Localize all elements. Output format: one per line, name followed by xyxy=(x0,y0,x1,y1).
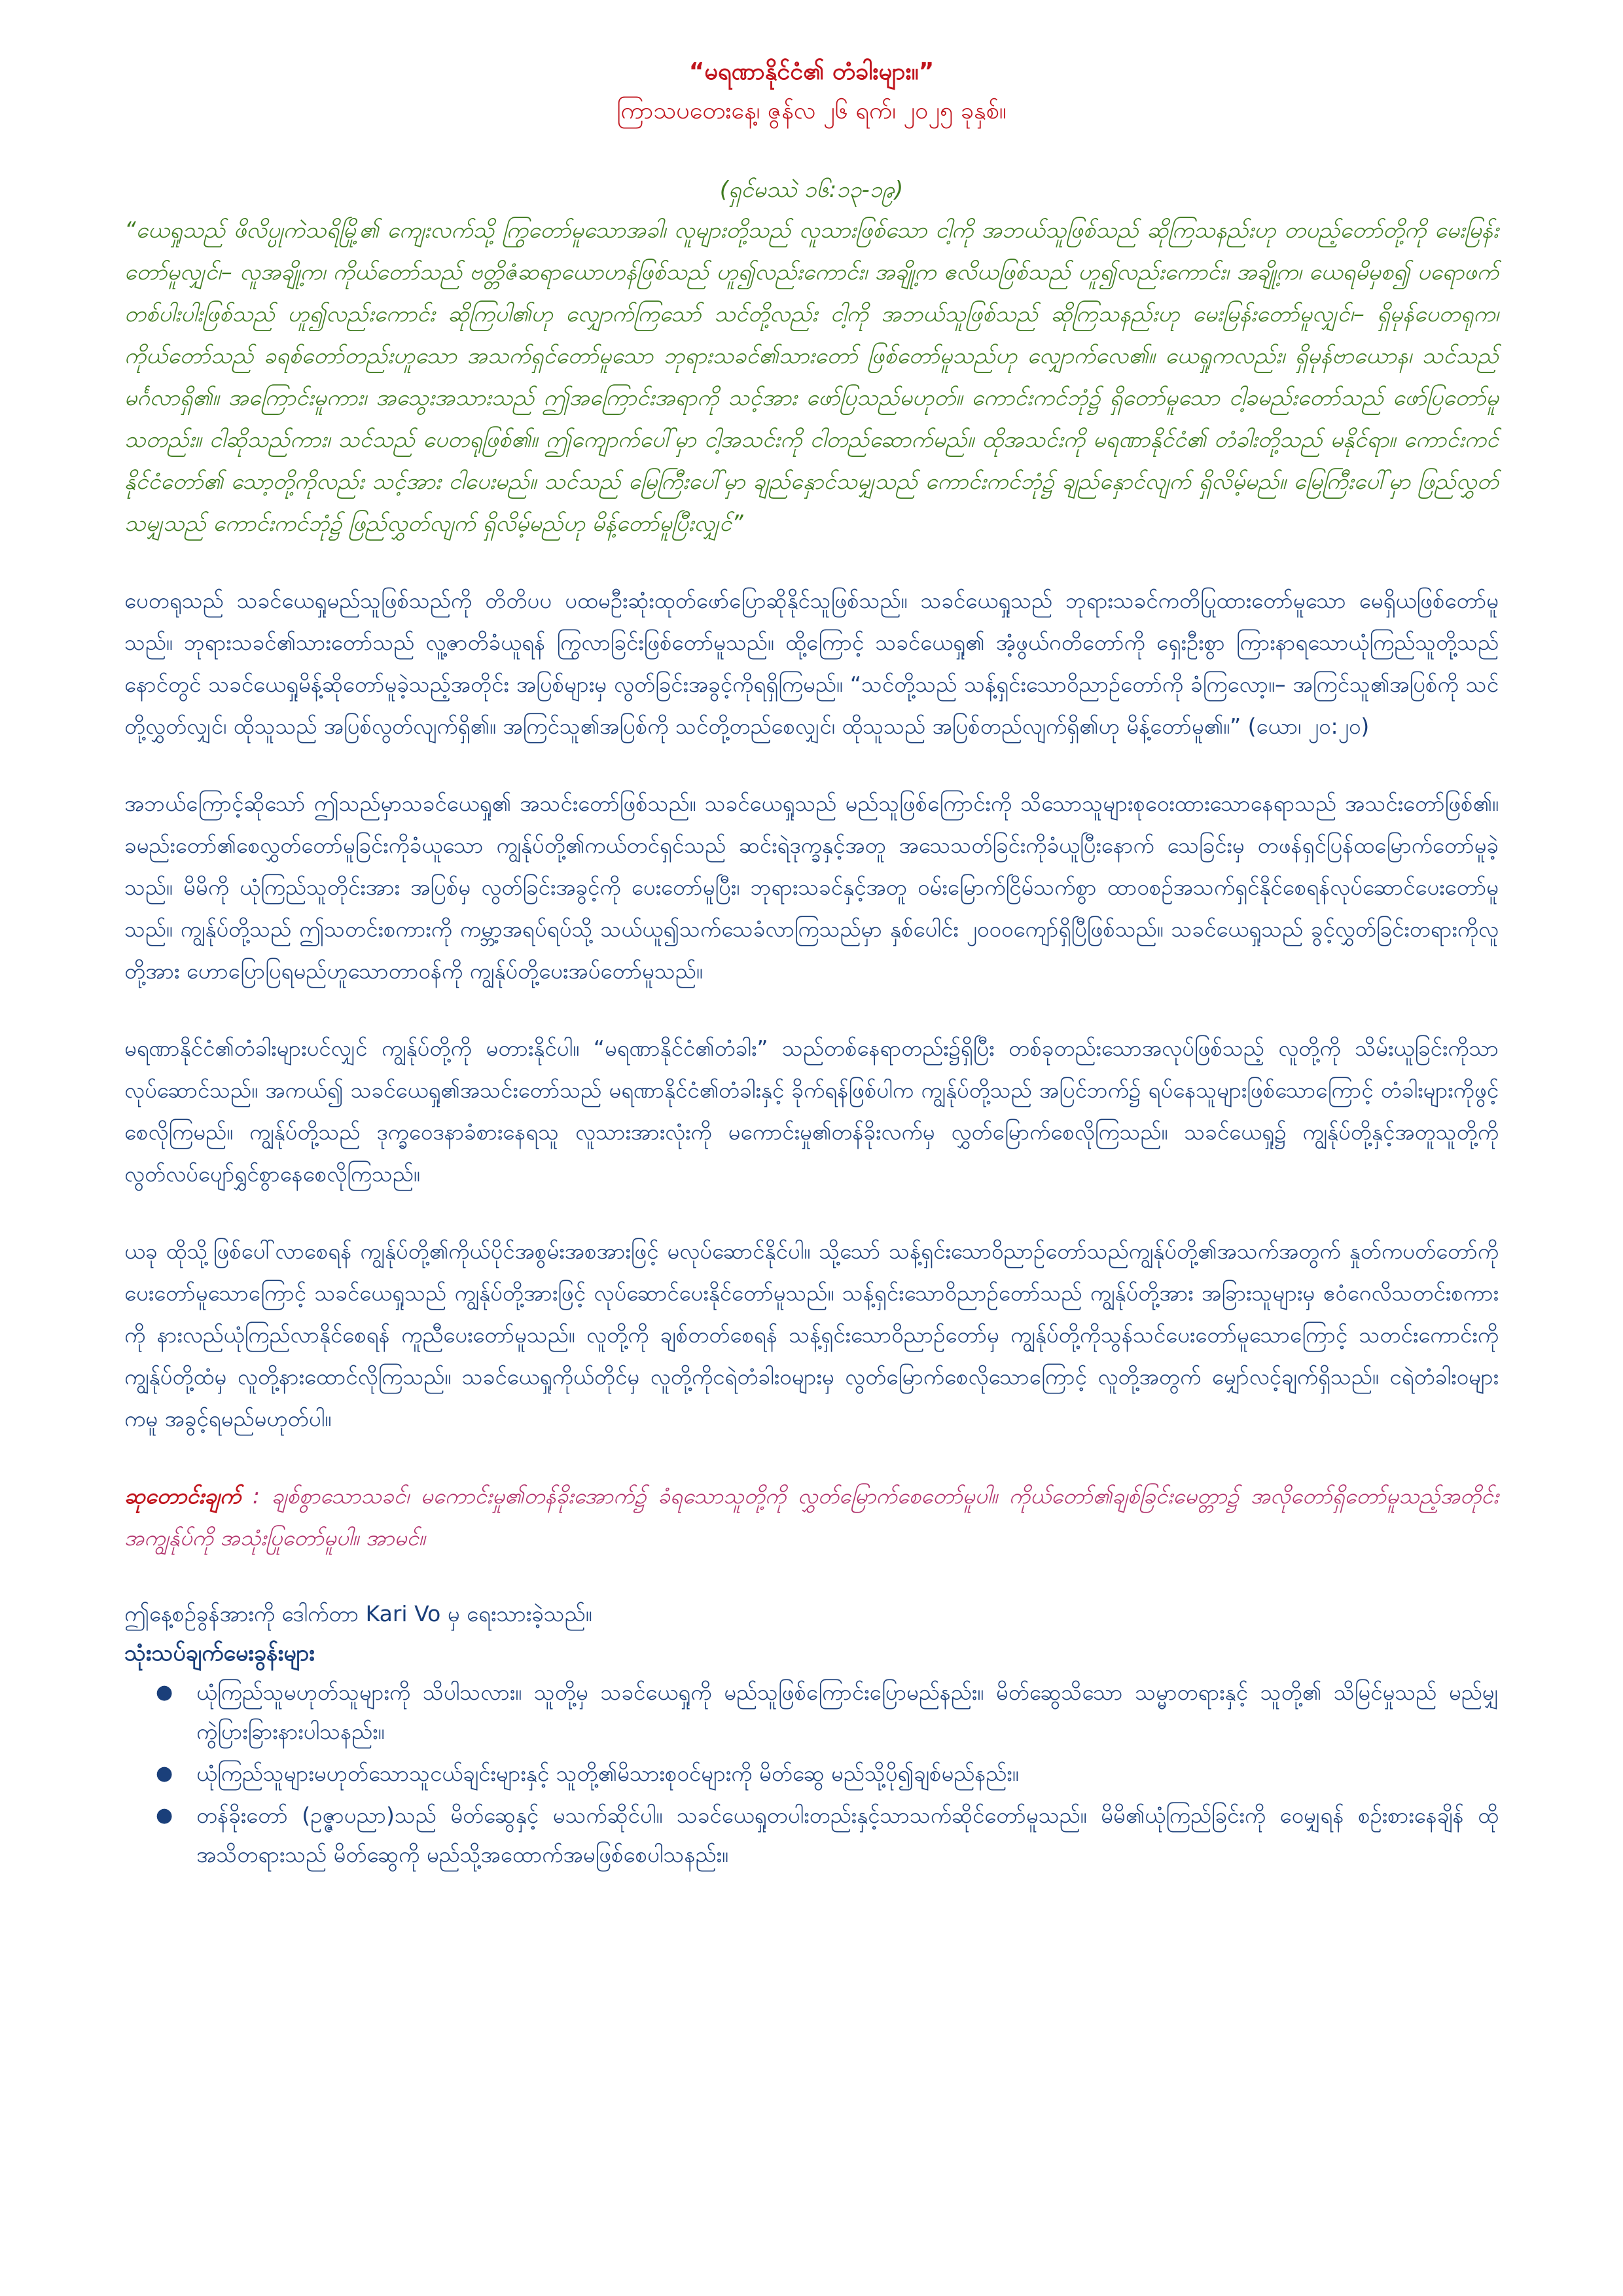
bullet-icon: ● xyxy=(156,1804,173,1827)
body-paragraph-3: မရဏာနိုင်ငံ၏တံခါးများပင်လျှင် ကျွန်ုပ်တို့ကို မတားနိုင်ပါ။ “မရဏာနိုင်ငံ၏တံခါး” သည်တစ်နေရာတည်း၌ရှိပြီး တစ်ခုတည်းသောအလုပ်ဖြစ်သည့် လူတို့ကို သိမ်းယူခြင်းကိုသာလုပ်ဆောင်သည်။ အကယ်၍ သခင်ယေရှု၏အသင်းတော်သည် မရဏာနိုင်ငံ၏တံခါးနှင့် ခိုက်ရန်ဖြစ်ပါက ကျွန်ုပ်တို့သည် အပြင်ဘက်၌ ရပ်နေသူများဖြစ်သောကြောင့် တံခါးများကိုဖွင့်စေလိုကြမည်။ ကျွန်ုပ်တို့သည် ဒုက္ခဝေဒနာခံစားနေရသူ လူသားအားလုံးကို မကောင်းမှု၏တန်ခိုးလက်မှ လွှတ်မြောက်စေလိုကြသည်။ သခင်ယေရှု၌ ကျွန်ုပ်တို့နှင့်အတူသူတို့ကို လွတ်လပ်ပျော်ရွှင်စွာနေစေလိုကြသည်။ xyxy=(124,1035,1499,1187)
prayer-label: ဆုတောင်းချက် xyxy=(124,1483,241,1509)
devotional-page xyxy=(124,52,1499,1877)
list-item xyxy=(156,1796,1499,1874)
page-date: ကြာသပတေးနေ့၊ ဇွန်လ ၂၆ ရက်၊ ၂၀၂၅ ခုနှစ်။ xyxy=(616,98,1007,124)
question-text: ယုံကြည်သူများမဟုတ်သောသူငယ်ချင်းများနှင့် သူတို့၏မိသားစုဝင်များကို မိတ်ဆွေ မည်သို့ပို၍ချစ်မည်နည်း။ xyxy=(196,1761,1019,1786)
prayer-block xyxy=(124,1475,1499,1559)
prayer-separator: : xyxy=(241,1483,272,1509)
question-text: တန်ခိုးတော် (ဥဇ္ဇာပညာ)သည် မိတ်ဆွေနှင့် မသက်ဆိုင်ပါ။ သခင်ယေရှုတပါးတည်းနှင့်သာသက်ဆိုင်တော်မူသည်။ မိမိ၏ယုံကြည်ခြင်းကို ဝေမျှရန် စဉ်းစားနေချိန် ထိုအသိတရားသည် မိတ်ဆွေကို မည်သို့အထောက်အမဖြစ်စေပါသနည်း။ xyxy=(196,1803,1499,1867)
questions-title: သုံးသပ်ချက်မေးခွန်းများ xyxy=(124,1640,315,1666)
scripture-text: “ယေရှုသည် ဖိလိပ္ပုကဲသရိမြို့၏ ကျေးလက်သို့ ကြွတော်မူသောအခါ၊ လူများတို့သည် လူသားဖြစ်သော ငါ့ကို အဘယ်သူဖြစ်သည် ဆိုကြသနည်းဟု တပည့်တော်တို့ကို မေးမြန်းတော်မူလျှင်၊– လူအချို့က၊ ကိုယ်တော်သည် ဗတ္တိဇံဆရာယောဟန်ဖြစ်သည် ဟူ၍လည်းကောင်း၊ အချို့က ဧလိယဖြစ်သည် ဟူ၍လည်းကောင်း၊ အချို့က၊ ယေရမိမှစ၍ ပရောဖက်တစ်ပါးပါးဖြစ်သည် ဟူ၍လည်းကောင်း ဆိုကြပါ၏ဟု လျှောက်ကြသော် သင်တို့လည်း ငါ့ကို အဘယ်သူဖြစ်သည် ဆိုကြသနည်းဟု မေးမြန်းတော်မူလျှင်၊– ရှိမုန်ပေတရုက၊ ကိုယ်တော်သည် ခရစ်တော်တည်းဟူသော အသက်ရှင်တော်မူသော ဘုရားသခင်၏သားတော် ဖြစ်တော်မူသည်ဟု လျှောက်လေ၏။ ယေရှုကလည်း၊ ရှိမုန်ဗာယောန၊ သင်သည် မင်္ဂလာရှိ၏။ အကြောင်းမူကား၊ အသွေးအသားသည် ဤအကြောင်းအရာကို သင့်အား ဖော်ပြသည်မဟုတ်။ ကောင်းကင်ဘုံ၌ ရှိတော်မူသော ငါ့ခမည်းတော်သည် ဖော်ပြတော်မူသတည်း။ ငါဆိုသည်ကား၊ သင်သည် ပေတရုဖြစ်၏။ ဤကျောက်ပေါ်မှာ ငါ့အသင်းကို ငါတည်ဆောက်မည်။ ထိုအသင်းကို မရဏာနိုင်ငံ၏ တံခါးတို့သည် မနိုင်ရာ။ ကောင်းကင်နိုင်ငံတော်၏ သော့တို့ကိုလည်း သင့်အား ငါပေးမည်။ သင်သည် မြေကြီးပေါ်မှာ ချည်နှောင်သမျှသည် ကောင်းကင်ဘုံ၌ ချည်နှောင်လျက် ရှိလိမ့်မည်။ မြေကြီးပေါ်မှာ ဖြည်လွှတ်သမျှသည် ကောင်းကင်ဘုံ၌ ဖြည်လွှတ်လျက် ရှိလိမ့်မည်ဟု မိန့်တော်မူပြီးလျှင်” xyxy=(124,217,1499,537)
body-paragraph-4: ယခု ထိုသို့ဖြစ်ပေါ်လာစေရန် ကျွန်ုပ်တို့၏ကိုယ်ပိုင်အစွမ်းအစအားဖြင့် မလုပ်ဆောင်နိုင်ပါ။ သို့သော် သန့်ရှင်းသောဝိညာဉ်တော်သည်ကျွန်ုပ်တို့၏အသက်အတွက် နှုတ်ကပတ်တော်ကို ပေးတော်မူသောကြောင့် သခင်ယေရှုသည် ကျွန်ုပ်တို့အားဖြင့် လုပ်ဆောင်ပေးနိုင်တော်မူသည်။ သန့်ရှင်းသောဝိညာဉ်တော်သည် ကျွန်ုပ်တို့အား အခြားသူများမှ ဧဝံဂေလိသတင်းစကားကို နားလည်ယုံကြည်လာနိုင်စေရန် ကူညီပေးတော်မူသည်။ လူတို့ကို ချစ်တတ်စေရန် သန့်ရှင်းသောဝိညာဉ်တော်မှ ကျွန်ုပ်တို့ကိုသွန်သင်ပေးတော်မူသောကြောင့် သတင်းကောင်းကို ကျွန်ုပ်တို့ထံမှ လူတို့နားထောင်လိုကြသည်။ သခင်ယေရှုကိုယ်တိုင်မှ လူတို့ကိုငရဲတံခါးဝများမှ လွတ်မြောက်စေလိုသောကြောင့် လူတို့အတွက် မျှော်လင့်ချက်ရှိသည်။ ငရဲတံခါးဝများကမူ အခွင့်ရမည်မဟုတ်ပါ။ xyxy=(124,1238,1499,1431)
scripture-reference: (ရှင်မဿဲ ၁၆:၁၃-၁၉) xyxy=(719,177,904,203)
bullet-icon: ● xyxy=(156,1762,173,1785)
prayer-text: ချစ်စွာသောသခင်၊ မကောင်းမှု၏တန်ခိုးအောက်၌ ခံရသောသူတို့ကို လွှတ်မြောက်စေတော်မူပါ။ ကိုယ်တော်၏ချစ်ခြင်းမေတ္တာ၌ အလိုတော်ရှိတော်မူသည့်အတိုင်း အကျွန်ုပ်ကို အသုံးပြုတော်မူပါ။ အာမင်။ xyxy=(124,1483,1499,1551)
questions-list xyxy=(124,1673,1499,1874)
list-item xyxy=(156,1673,1499,1751)
body-paragraph-1: ပေတရုသည် သခင်ယေရှုမည်သူဖြစ်သည်ကို တိတိပပ ပထမဦးဆုံးထုတ်ဖော်ပြောဆိုနိုင်သူဖြစ်သည်။ သခင်ယေရှုသည် ဘုရားသခင်ကတိပြုထားတော်မူသော မေရှိယဖြစ်တော်မူသည်။ ဘုရားသခင်၏သားတော်သည် လူ့ဇာတိခံယူရန် ကြွလာခြင်းဖြစ်တော်မူသည်။ ထို့ကြောင့် သခင်ယေရှု၏ အံ့ဖွယ်ဂတိတော်ကို ရှေးဦးစွာ ကြားနာရသောယုံကြည်သူတို့သည် နောင်တွင် သခင်ယေရှုမိန့်ဆိုတော်မူခဲ့သည့်အတိုင်း အပြစ်များမှ လွတ်ခြင်းအခွင့်ကိုရရှိကြမည်။ “သင်တို့သည် သန့်ရှင်းသောဝိညာဉ်တော်ကို ခံကြလော့။– အကြင်သူ၏အပြစ်ကို သင်တို့လွှတ်လျှင်၊ ထိုသူသည် အပြစ်လွတ်လျက်ရှိ၏။ အကြင်သူ၏အပြစ်ကို သင်တို့တည်စေလျှင်၊ ထိုသူသည် အပြစ်တည်လျက်ရှိ၏ဟု မိန့်တော်မူ၏။” (ယော၊ ၂၀:၂၀) xyxy=(124,588,1499,739)
author-line: ဤနေ့စဉ်ခွန်အားကို ဒေါက်တာ Kari Vo မှ ရေးသားခဲ့သည်။ xyxy=(124,1601,592,1626)
page-title: “မရဏာနိုင်ငံ၏ တံခါးများ။” xyxy=(688,58,935,85)
question-text: ယုံကြည်သူမဟုတ်သူများကို သိပါသလား။ သူတို့မှ သခင်ယေရှုကို မည်သူဖြစ်ကြောင်းပြောမည်နည်း။ မိတ်ဆွေသိသော သမ္မာတရားနှင့် သူတို့၏ သိမြင်မှုသည် မည်မျှကွဲပြားခြားနားပါသနည်း။ xyxy=(196,1679,1499,1744)
body-paragraph-2: အဘယ်ကြောင့်ဆိုသော် ဤသည်မှာသခင်ယေရှု၏ အသင်းတော်ဖြစ်သည်။ သခင်ယေရှုသည် မည်သူဖြစ်ကြောင်းကို သိသောသူများစုဝေးထားသောနေရာသည် အသင်းတော်ဖြစ်၏။ ခမည်းတော်၏စေလွှတ်တော်မူခြင်းကိုခံယူသော ကျွန်ုပ်တို့၏ကယ်တင်ရှင်သည် ဆင်းရဲဒုက္ခနှင့်အတူ အသေသတ်ခြင်းကိုခံယူပြီးနောက် သေခြင်းမှ တဖန်ရှင်ပြန်ထမြောက်တော်မူခဲ့သည်။ မိမိကို ယုံကြည်သူတိုင်းအား အပြစ်မှ လွတ်ခြင်းအခွင့်ကို ပေးတော်မူပြီး၊ ဘုရားသခင်နှင့်အတူ ဝမ်းမြောက်ငြိမ်သက်စွာ ထာဝစဉ်အသက်ရှင်နိုင်စေရန်လုပ်ဆောင်ပေးတော်မူသည်။ ကျွန်ုပ်တို့သည် ဤသတင်းစကားကို ကမ္ဘာ့အရပ်ရပ်သို့ သယ်ယူ၍သက်သေခံလာကြသည်မှာ နှစ်ပေါင်း ၂၀၀၀ကျော်ရှိပြီဖြစ်သည်။ သခင်ယေရှုသည် ခွင့်လွှတ်ခြင်းတရားကိုလူတို့အား ဟောပြောပြရမည်ဟူသောတာဝန်ကို ကျွန်ုပ်တို့ပေးအပ်တော်မူသည်။ xyxy=(124,791,1499,984)
list-item xyxy=(156,1754,1499,1793)
bullet-icon: ● xyxy=(156,1681,173,1704)
